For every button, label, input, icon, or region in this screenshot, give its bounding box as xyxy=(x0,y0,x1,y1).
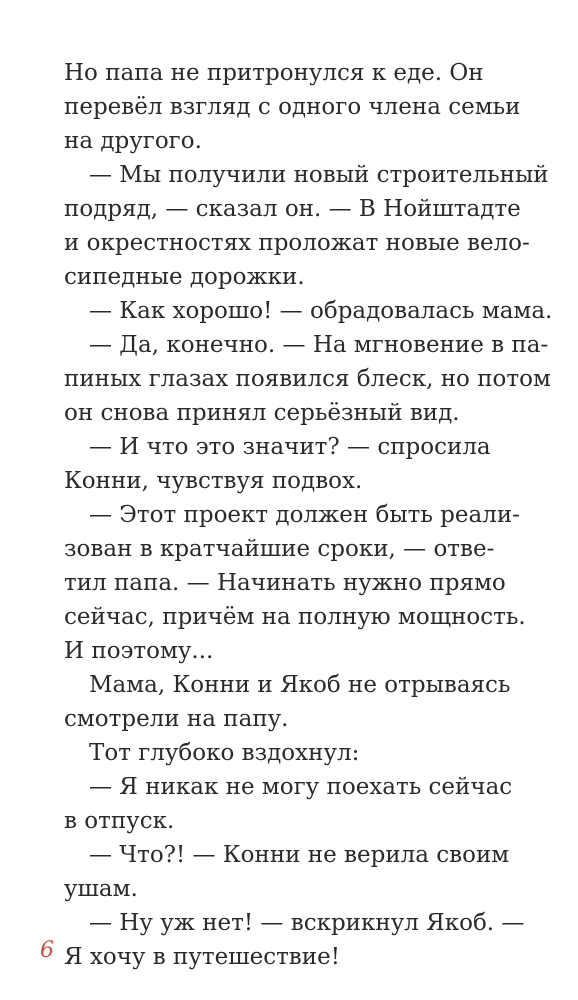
text-line: ушам. xyxy=(64,876,138,902)
text-line: — Этот проект должен быть реали- xyxy=(89,502,520,528)
text-line: — И что это значит? — спросила xyxy=(89,434,491,460)
text-line: смотрели на папу. xyxy=(64,706,289,732)
text-line: — Да, конечно. — На мгновение в па- xyxy=(89,332,549,358)
text-line: Но папа не притронулся к еде. Он xyxy=(64,60,484,86)
text-line: сипедные дорожки. xyxy=(64,264,305,290)
text-line: тил папа. — Начинать нужно прямо xyxy=(64,570,506,596)
text-line: Тот глубоко вздохнул: xyxy=(89,740,360,766)
text-line: — Ну уж нет! — вскрикнул Якоб. — xyxy=(89,910,525,936)
text-line: перевёл взгляд с одного члена семьи xyxy=(64,94,521,120)
page-number: 6 xyxy=(40,938,54,963)
text-line: сейчас, причём на полную мощность. xyxy=(64,604,526,630)
text-line: Конни, чувствуя подвох. xyxy=(64,468,363,494)
text-line: — Что?! — Конни не верила своим xyxy=(89,842,510,868)
text-line: зован в кратчайшие сроки, — отве- xyxy=(64,536,495,562)
text-line: Мама, Конни и Якоб не отрываясь xyxy=(89,672,511,698)
text-line: подряд, — сказал он. — В Нойштадте xyxy=(64,196,521,222)
text-line: пиных глазах появился блеск, но потом xyxy=(64,366,551,392)
text-line: на другого. xyxy=(64,128,202,154)
text-line: он снова принял серьёзный вид. xyxy=(64,400,460,426)
text-line: Я хочу в путешествие! xyxy=(64,944,340,970)
text-line: И поэтому... xyxy=(64,638,214,664)
text-line: в отпуск. xyxy=(64,808,175,834)
text-line: — Я никак не могу поехать сейчас xyxy=(89,774,513,800)
text-line: и окрестностях проложат новые вело- xyxy=(64,230,530,256)
text-line: — Как хорошо! — обрадовалась мама. xyxy=(89,298,553,324)
text-line: — Мы получили новый строительный xyxy=(89,162,549,188)
